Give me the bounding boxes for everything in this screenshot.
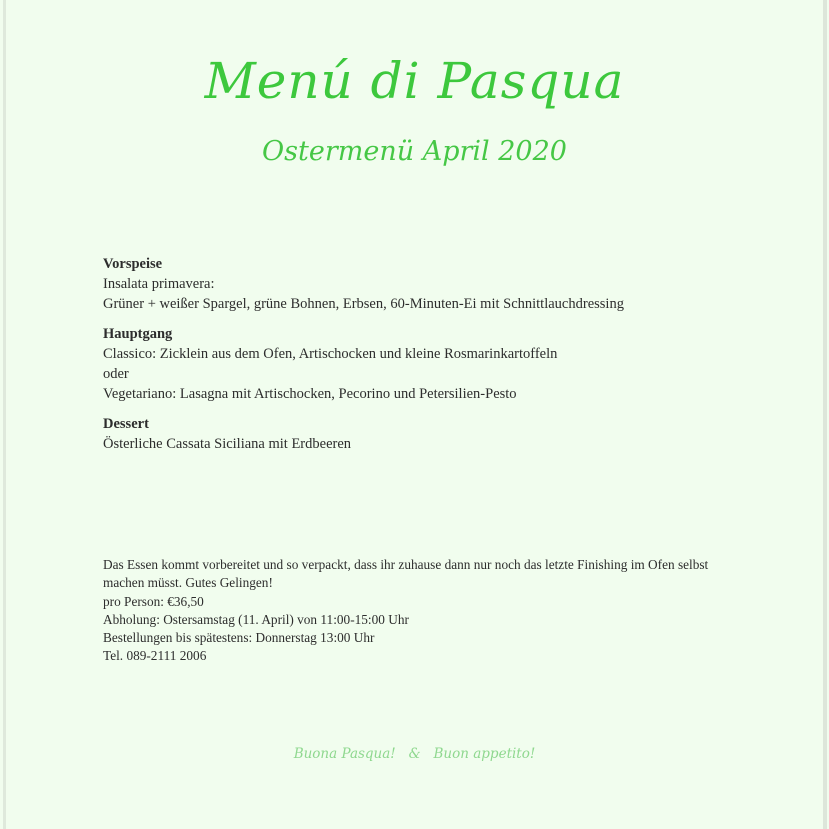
course-line: Insalata primavera:: [103, 276, 215, 292]
greeting-right: Buon appetito!: [433, 746, 536, 762]
course-line: Classico: Zicklein aus dem Ofen, Artischocken und kleine Rosmarinkartoffeln: [103, 346, 558, 362]
greeting-separator: &: [408, 746, 421, 762]
course-dessert: [103, 414, 743, 454]
course-line: oder: [103, 366, 129, 382]
info-pickup: Abholung: Ostersamstag (11. April) von 11:00-15:00 Uhr: [103, 611, 409, 627]
course-heading: Dessert: [103, 416, 149, 432]
greeting-left: Buona Pasqua!: [293, 746, 396, 762]
course-line: Grüner + weißer Spargel, grüne Bohnen, Erbsen, 60-Minuten-Ei mit Schnittlauchdressing: [103, 296, 624, 312]
info-description: Das Essen kommt vorbereitet und so verpackt, dass ihr zuhause dann nur noch das letzte Finishing im Ofen selbst machen müsst. Gutes Gelingen!: [103, 557, 709, 591]
order-info: [103, 556, 733, 666]
page-edge-right: [823, 0, 827, 829]
course-starter: [103, 254, 743, 314]
course-line: Österliche Cassata Siciliana mit Erdbeeren: [103, 436, 352, 452]
info-phone: Tel. 089-2111 2006: [103, 648, 207, 664]
info-order-deadline: Bestellungen bis spätestens: Donnerstag 13:00 Uhr: [103, 630, 375, 646]
course-main: [103, 324, 743, 404]
menu-courses: [103, 254, 743, 464]
course-line: Vegetariano: Lasagna mit Artischocken, Pecorino und Petersilien-Pesto: [103, 386, 517, 402]
info-price: pro Person: €36,50: [103, 593, 204, 609]
course-heading: Vorspeise: [103, 256, 163, 272]
footer-greeting: [0, 746, 829, 762]
page-edge-left: [3, 0, 6, 829]
menu-subtitle: Ostermenü April 2020: [262, 136, 567, 167]
menu-title: Menú di Pasqua: [204, 52, 625, 110]
course-heading: Hauptgang: [103, 326, 173, 342]
